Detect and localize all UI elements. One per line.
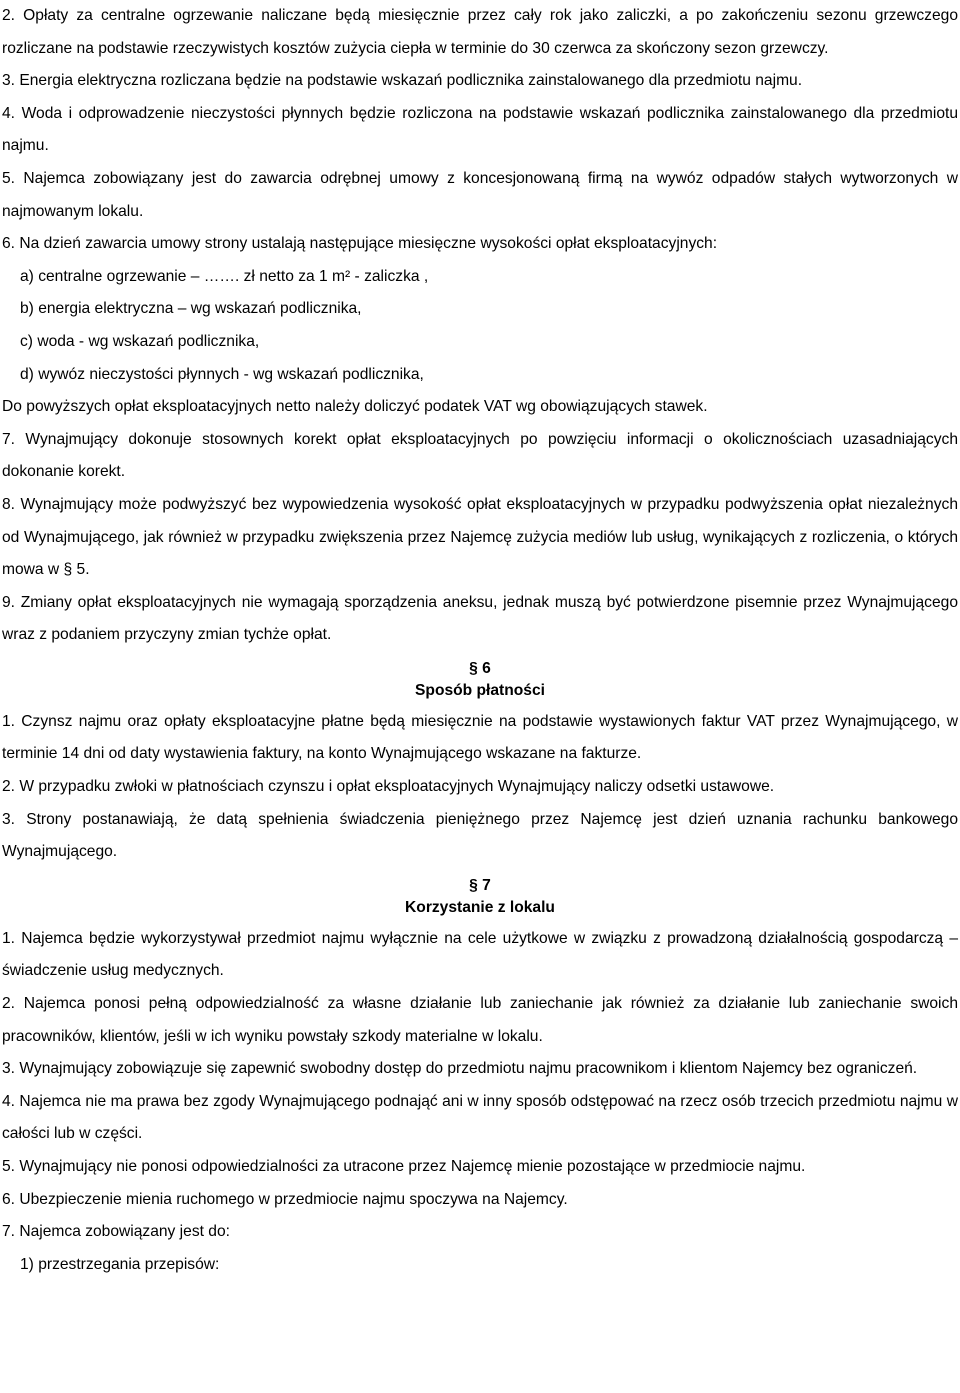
paragraph-vat: Do powyższych opłat eksploatacyjnych netto należy doliczyć podatek VAT wg obowiązujących stawek.	[2, 398, 708, 416]
paragraph-3: 3. Energia elektryczna rozliczana będzie na podstawie wskazań podlicznika zainstalowanego dla przedmiotu najmu.	[2, 72, 803, 90]
paragraph-4: 4. Woda i odprowadzenie nieczystości płynnych będzie rozliczona na podstawie wskazań podlicznika zainstalowanego dla przedmiotu najmu.	[2, 104, 958, 155]
section-6-item-3: 3. Strony postanawiają, że datą spełnienia świadczenia pieniężnego przez Najemcę jest dzień uznania rachunku bankowego Wynajmującego.	[2, 810, 958, 861]
section-7-item-6: 6. Ubezpieczenie mienia ruchomego w przedmiocie najmu spoczywa na Najemcy.	[2, 1190, 568, 1208]
section-7-item-7: 7. Najemca zobowiązany jest do:	[2, 1223, 230, 1241]
sub-item-a: a) centralne ogrzewanie – ……. zł netto za 1 m² - zaliczka ,	[20, 267, 429, 285]
section-6-item-1: 1. Czynsz najmu oraz opłaty eksploatacyjne płatne będą miesięcznie na podstawie wystawionych faktur VAT przez Wynajmującego, w terminie 14 dni od daty wystawienia faktury, na konto Wynajmującego wskazane na fakturze.	[2, 712, 958, 763]
paragraph-6: 6. Na dzień zawarcia umowy strony ustalają następujące miesięczne wysokości opłat eksploatacyjnych:	[2, 235, 718, 253]
section-7-title: Korzystanie z lokalu	[405, 898, 555, 916]
sub-item-c: c) woda - wg wskazań podlicznika,	[20, 332, 260, 350]
section-7-item-4: 4. Najemca nie ma prawa bez zgody Wynajmującego podnająć ani w inny sposób odstępować na rzecz osób trzecich przedmiotu najmu w całości lub w części.	[2, 1092, 958, 1143]
paragraph-2: 2. Opłaty za centralne ogrzewanie naliczane będą miesięcznie przez cały rok jako zaliczki, a po zakończeniu sezonu grzewczego rozliczane na podstawie rzeczywistych kosztów zużycia ciepła w terminie do 30 czerwca za skończony sezon grzewczy.	[2, 7, 958, 57]
sub-item-b: b) energia elektryczna – wg wskazań podlicznika,	[20, 300, 362, 318]
section-7-item-1: 1. Najemca będzie wykorzystywał przedmiot najmu wyłącznie na cele użytkowe w związku z prowadzoną działalnością gospodarczą – świadczenie usług medycznych.	[2, 929, 958, 980]
paragraph-5: 5. Najemca zobowiązany jest do zawarcia odrębnej umowy z koncesjonowaną firmą na wywóz odpadów stałych wytworzonych w najmowanym lokalu.	[2, 169, 958, 220]
paragraph-7: 7. Wynajmujący dokonuje stosownych korekt opłat eksploatacyjnych po powzięciu informacji o okolicznościach uzasadniających dokonanie korekt.	[2, 430, 958, 481]
section-6-title: Sposób płatności	[415, 681, 545, 699]
section-7-sub-item-1: 1) przestrzegania przepisów:	[20, 1255, 220, 1273]
paragraph-9: 9. Zmiany opłat eksploatacyjnych nie wymagają sporządzenia aneksu, jednak muszą być potwierdzone pisemnie przez Wynajmującego wraz z podaniem przyczyny zmian tychże opłat.	[2, 593, 958, 644]
section-7-item-3: 3. Wynajmujący zobowiązuje się zapewnić swobodny dostęp do przedmiotu najmu pracownikom i klientom Najemcy bez ograniczeń.	[2, 1060, 918, 1078]
section-6-item-2: 2. W przypadku zwłoki w płatnościach czynszu i opłat eksploatacyjnych Wynajmujący naliczy odsetki ustawowe.	[2, 778, 775, 796]
sub-item-d: d) wywóz nieczystości płynnych - wg wskazań podlicznika,	[20, 365, 424, 383]
document-page	[2, 0, 958, 1281]
section-7-number: § 7	[469, 876, 491, 894]
section-7-item-2: 2. Najemca ponosi pełną odpowiedzialność za własne działanie lub zaniechanie jak również za działanie lub zaniechanie swoich pracowników, klientów, jeśli w ich wyniku powstały szkody materialne w lokalu.	[2, 995, 958, 1045]
section-7-item-5: 5. Wynajmujący nie ponosi odpowiedzialności za utracone przez Najemcę mienie pozostające w przedmiocie najmu.	[2, 1158, 806, 1175]
paragraph-8: 8. Wynajmujący może podwyższyć bez wypowiedzenia wysokość opłat eksploatacyjnych w przypadku podwyższenia opłat niezależnych od Wynajmującego, jak również w przypadku zwiększenia przez Najemcę zużycia mediów lub usług, wynikających z rozliczenia, o których mowa w § 5.	[2, 495, 958, 579]
section-6-number: § 6	[469, 659, 491, 677]
